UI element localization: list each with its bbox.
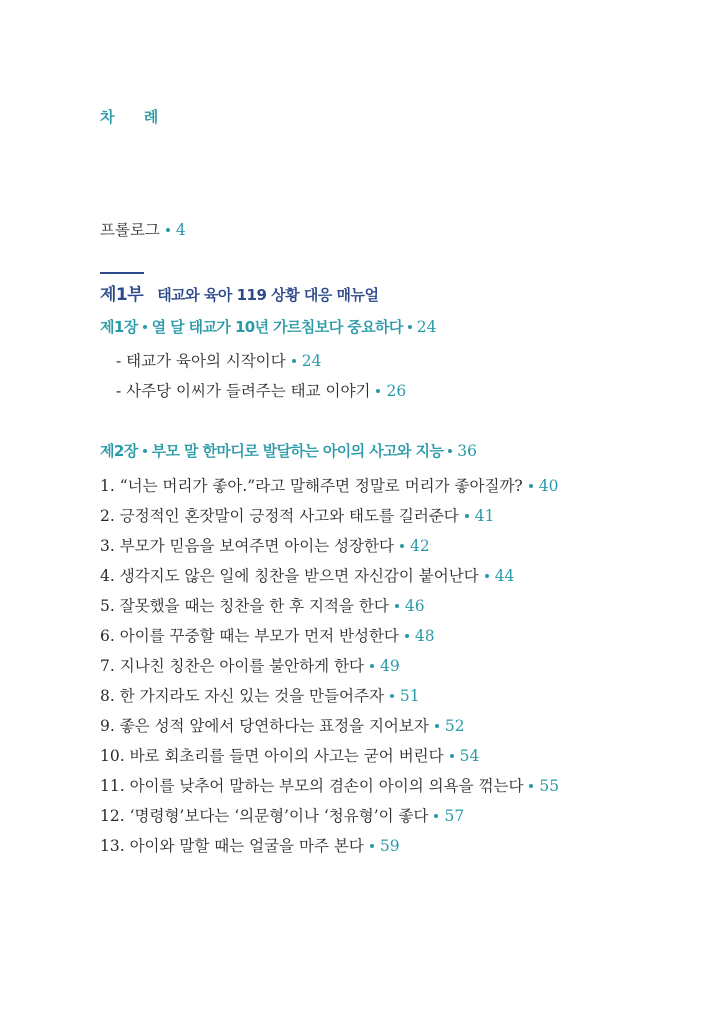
bullet-icon bbox=[143, 325, 147, 329]
entry-text: - 사주당 이씨가 들려주는 태교 이야기 bbox=[116, 382, 371, 400]
page-number: 57 bbox=[444, 807, 465, 825]
toc-chapter-2[interactable] bbox=[100, 441, 477, 461]
bullet-icon bbox=[400, 544, 404, 548]
bullet-icon bbox=[485, 574, 489, 578]
bullet-icon bbox=[448, 449, 452, 453]
bullet-icon bbox=[529, 784, 533, 788]
toc-entry[interactable] bbox=[100, 776, 559, 796]
toc-entry[interactable] bbox=[116, 381, 406, 401]
page-number: 24 bbox=[301, 352, 322, 370]
bullet-icon bbox=[143, 449, 147, 453]
toc-entry[interactable] bbox=[100, 806, 464, 826]
toc-entry[interactable] bbox=[116, 351, 321, 371]
page-number: 49 bbox=[380, 657, 400, 675]
page-number: 52 bbox=[444, 717, 465, 735]
chapter-title: 열 달 태교가 10년 가르침보다 중요하다 bbox=[151, 318, 403, 336]
toc-chapter-1[interactable] bbox=[100, 317, 437, 337]
toc-entry[interactable] bbox=[100, 746, 479, 766]
bullet-icon bbox=[395, 604, 399, 608]
chapter-label: 제1장 bbox=[100, 318, 138, 336]
page-number: 44 bbox=[494, 567, 515, 585]
bullet-icon bbox=[166, 228, 170, 232]
page-number: 46 bbox=[404, 597, 425, 615]
bullet-icon bbox=[292, 359, 296, 363]
entry-text: 13. 아이와 말할 때는 얼굴을 마주 본다 bbox=[100, 837, 364, 855]
entry-text: 9. 좋은 성적 앞에서 당연하다는 표정을 지어보자 bbox=[100, 717, 429, 735]
bullet-icon bbox=[450, 754, 454, 758]
bullet-icon bbox=[405, 634, 409, 638]
part-title: 태교와 육아 119 상황 대응 매뉴얼 bbox=[157, 286, 379, 304]
toc-entry[interactable] bbox=[100, 656, 400, 676]
toc-entry[interactable] bbox=[100, 476, 558, 496]
bullet-icon bbox=[370, 664, 374, 668]
page-number: 59 bbox=[379, 837, 400, 855]
entry-text: 10. 바로 회초리를 들면 아이의 사고는 굳어 버린다 bbox=[100, 747, 444, 765]
entry-text: 1. “너는 머리가 좋아.”라고 말해주면 정말로 머리가 좋아질까? bbox=[100, 477, 523, 495]
entry-text: 4. 생각지도 않은 일에 칭찬을 받으면 자신감이 붙어난다 bbox=[100, 567, 479, 585]
page-number: 36 bbox=[457, 442, 478, 460]
toc-entry[interactable] bbox=[100, 596, 425, 616]
entry-text: - 태교가 육아의 시작이다 bbox=[116, 352, 286, 370]
entry-text: 8. 한 가지라도 자신 있는 것을 만들어주자 bbox=[100, 687, 384, 705]
toc-title: 차 례 bbox=[100, 108, 171, 126]
entry-text: 2. 긍정적인 혼잣말이 긍정적 사고와 태도를 길러준다 bbox=[100, 507, 459, 525]
toc-entry[interactable] bbox=[100, 716, 465, 736]
toc-entry[interactable] bbox=[100, 566, 514, 586]
bullet-icon bbox=[408, 325, 412, 329]
page-number: 54 bbox=[459, 747, 480, 765]
page-number: 24 bbox=[416, 318, 437, 336]
bullet-icon bbox=[465, 514, 469, 518]
bullet-icon bbox=[434, 814, 438, 818]
toc-part-1[interactable] bbox=[100, 280, 379, 305]
page-number: 55 bbox=[539, 777, 560, 795]
entry-text: 3. 부모가 믿음을 보여주면 아이는 성장한다 bbox=[100, 537, 394, 555]
page-number: 4 bbox=[175, 221, 186, 239]
entry-text: 12. ‘명령형’보다는 ‘의문형’이나 ‘청유형’이 좋다 bbox=[100, 807, 429, 825]
entry-text: 프롤로그 bbox=[100, 221, 160, 239]
page-number: 42 bbox=[409, 537, 430, 555]
part-label: 제1부 bbox=[100, 285, 144, 305]
chapter-title: 부모 말 한마디로 발달하는 아이의 사고와 지능 bbox=[151, 442, 444, 460]
bullet-icon bbox=[390, 694, 394, 698]
toc-entry[interactable] bbox=[100, 536, 430, 556]
toc-entry[interactable] bbox=[100, 626, 435, 646]
entry-text: 11. 아이를 낮추어 말하는 부모의 겸손이 아이의 의욕을 꺾는다 bbox=[100, 777, 524, 795]
toc-entry[interactable] bbox=[100, 506, 495, 526]
page-number: 26 bbox=[386, 382, 407, 400]
chapter-label: 제2장 bbox=[100, 442, 138, 460]
page-number: 51 bbox=[399, 687, 420, 705]
bullet-icon bbox=[376, 389, 380, 393]
entry-text: 7. 지나친 칭찬은 아이를 불안하게 한다 bbox=[100, 657, 365, 675]
entry-text: 5. 잘못했을 때는 칭찬을 한 후 지적을 한다 bbox=[100, 597, 389, 615]
page-number: 41 bbox=[474, 507, 495, 525]
toc-entry-prologue[interactable] bbox=[100, 220, 186, 240]
toc-entry[interactable] bbox=[100, 686, 420, 706]
part-rule-divider bbox=[100, 272, 144, 274]
bullet-icon bbox=[370, 844, 374, 848]
bullet-icon bbox=[435, 724, 439, 728]
bullet-icon bbox=[529, 484, 533, 488]
page-number: 48 bbox=[414, 627, 435, 645]
page-number: 40 bbox=[538, 477, 559, 495]
entry-text: 6. 아이를 꾸중할 때는 부모가 먼저 반성한다 bbox=[100, 627, 399, 645]
toc-entry[interactable] bbox=[100, 836, 400, 856]
